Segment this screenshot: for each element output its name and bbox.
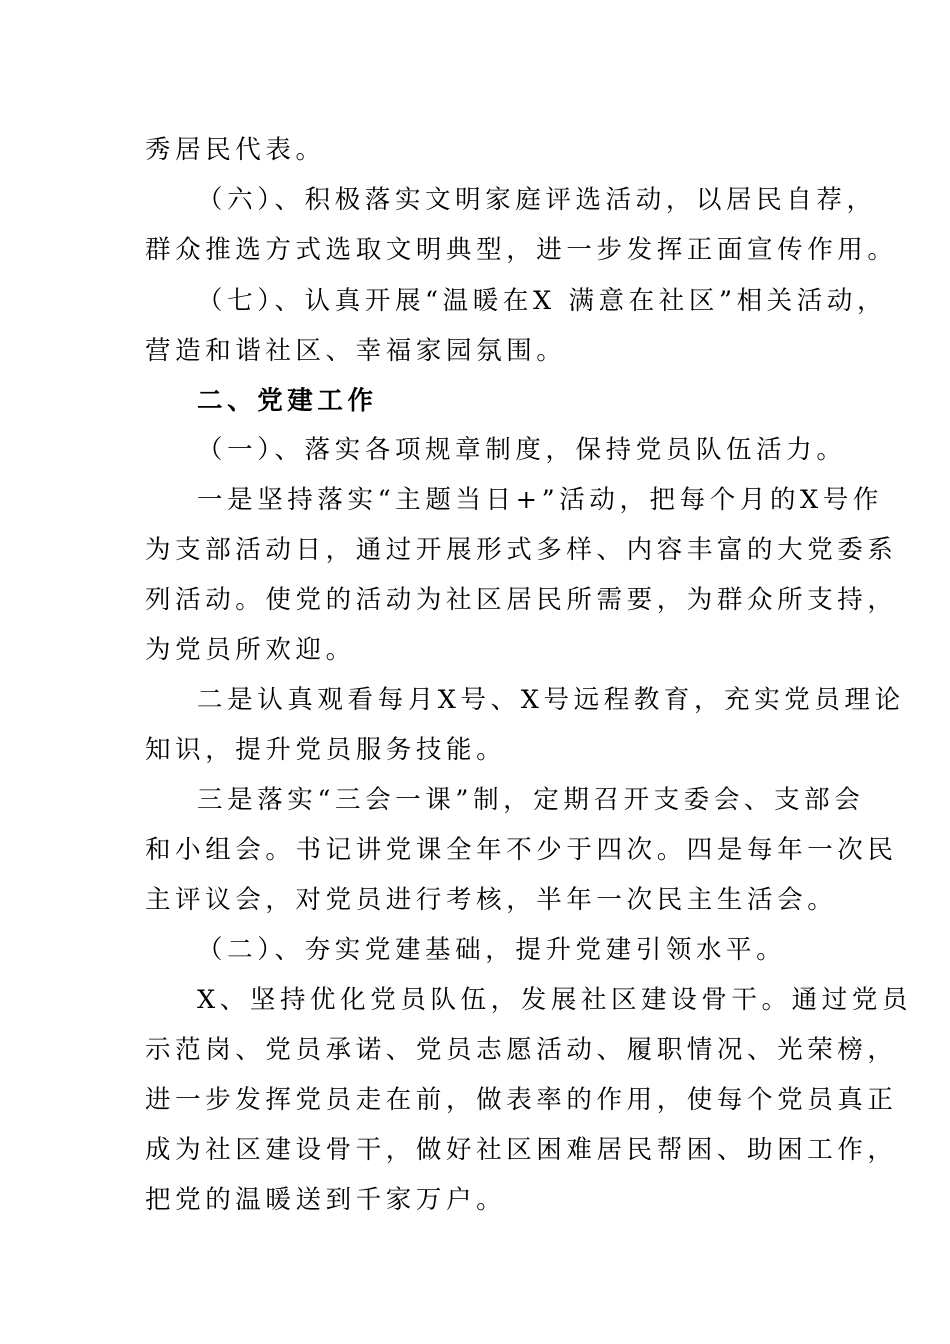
text-line: （二）、夯实党建基础，提升党建引领水平。 — [197, 935, 787, 965]
text-line: 主评议会，对党员进行考核，半年一次民主生活会。 — [145, 885, 838, 915]
text-line: 把党的温暖送到千家万户。 — [145, 1185, 507, 1215]
text-line: （六）、积极落实文明家庭评选活动，以居民自荐， — [197, 185, 877, 215]
text-line: 三是落实“三会一课”制，定期召开支委会、支部会 — [197, 785, 865, 815]
section-heading: 二、党建工作 — [197, 386, 378, 416]
text-line: （七）、认真开展“温暖在X 满意在社区”相关活动， — [197, 286, 888, 316]
text-line: 二是认真观看每月X号、X号远程教育，充实党员理论 — [197, 685, 905, 715]
text-line: 一是坚持落实“主题当日+”活动，把每个月的X号作 — [197, 485, 883, 515]
text-line: 进一步发挥党员走在前，做表率的作用，使每个党员真正 — [145, 1085, 898, 1115]
text-line: 群众推选方式选取文明典型，进一步发挥正面宣传作用。 — [145, 235, 898, 265]
text-line: 示范岗、党员承诺、党员志愿活动、履职情况、光荣榜， — [145, 1035, 898, 1065]
text-line: 成为社区建设骨干，做好社区困难居民帮困、助困工作， — [145, 1135, 898, 1165]
text-line: 为党员所欢迎。 — [145, 635, 356, 665]
text-line: 知识，提升党员服务技能。 — [145, 735, 507, 765]
text-line: 列活动。使党的活动为社区居民所需要，为群众所支持， — [145, 585, 898, 615]
text-line: （一）、落实各项规章制度，保持党员队伍活力。 — [197, 435, 847, 465]
text-line: 和小组会。书记讲党课全年不少于四次。四是每年一次民 — [145, 835, 898, 865]
text-line: X、坚持优化党员队伍，发展社区建设骨干。通过党员 — [197, 985, 913, 1015]
text-line: 营造和谐社区、幸福家园氛围。 — [145, 336, 567, 366]
text-line: 秀居民代表。 — [145, 135, 326, 165]
text-line: 为支部活动日，通过开展形式多样、内容丰富的大党委系 — [145, 535, 898, 565]
